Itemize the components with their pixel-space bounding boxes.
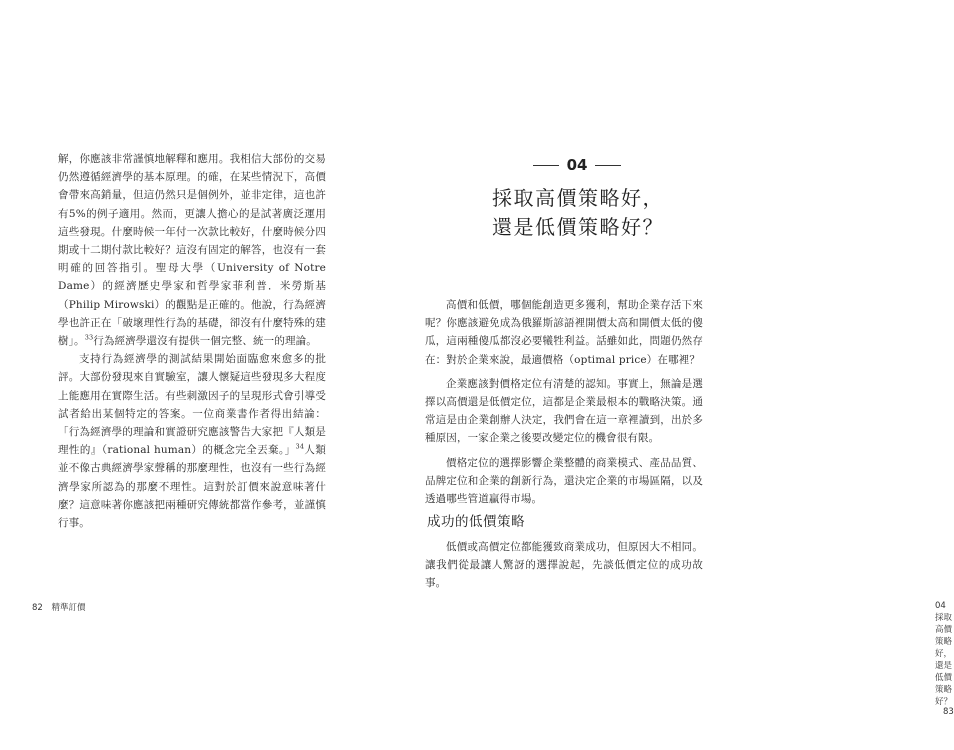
running-head-chapter: 04 — [935, 601, 946, 611]
right-footer — [935, 601, 954, 717]
rule-divider — [595, 165, 621, 166]
chapter-title: 採取高價策略好， 還是低價策略好？ — [492, 186, 664, 239]
right-page — [375, 0, 954, 750]
paragraph: 解，你應該非常謹慎地解釋和應用。我相信大部份的交易仍然遵循經濟學的基本原理。的確，在某些情況下，高價會帶來高銷量，但這仍然只是個例外，並非定律，這也許有5%的例子適用。然而，更讓人擔心的是試著廣泛運用這些發現。什麼時候一年付一次款比較好，什麼時候分四期或十二期付款比較好？這沒有固定的解答，也沒有一套明確的回答指引。聖母大學（University of Notre Dame）的經濟歷史學家和哲學家菲利普．米勞斯基（Philip Mirowski）的觀點是正確的。他說，行為經濟學也許正在「破壞理性行為的基礎，卻沒有什麼特殊的建樹」。$^{33}$行為經濟學還沒有提供一個完整、統一的理論。 — [58, 153, 326, 348]
left-page — [0, 0, 375, 750]
footnote-marker: 34 — [295, 442, 305, 451]
left-footer — [32, 601, 86, 613]
section-body — [425, 538, 703, 593]
footnote-marker: 33 — [84, 333, 94, 342]
page-number: 83 — [943, 707, 954, 717]
right-page-body — [425, 296, 703, 514]
page-number: 82 — [32, 603, 43, 613]
section-heading: 成功的低價策略 — [427, 514, 525, 530]
paragraph: 企業應該對價格定位有清楚的認知。事實上，無論是選擇以高價還是低價定位，這都是企業最根本的戰略決策。通常這是由企業創辦人決定，我們會在這一章裡讀到，出於多種原因，一家企業之後要改變定位的機會很有限。 — [425, 377, 703, 445]
paragraph: 低價或高價定位都能獲致商業成功，但原因大不相同。讓我們從最讓人驚訝的選擇說起，先談低價定位的成功故事。 — [425, 541, 703, 590]
running-head: 精準訂價 — [51, 603, 86, 613]
rule-divider — [533, 165, 559, 166]
left-page-body — [58, 150, 326, 532]
paragraph: 價格定位的選擇影響企業整體的商業模式、產品品質、品牌定位和企業的創新行為，還決定企業的市場區隔，以及透過哪些管道贏得市場。 — [425, 456, 703, 506]
paragraph: 高價和低價，哪個能創造更多獲利，幫助企業存活下來呢？你應該避免成為俄羅斯諺語裡開價太高和開價太低的傻瓜，這兩種傻瓜都沒必要犧牲利益。話雖如此，問題仍然存在：對於企業來說，最適價格（optimal price）在哪裡？ — [425, 299, 703, 366]
chapter-number: 04 — [507, 156, 647, 174]
running-head: 採取高價策略好，還是低價策略好？ — [935, 613, 953, 707]
paragraph: 支持行為經濟學的測試結果開始面臨愈來愈多的批評。大部份發現來自實驗室，讓人懷疑這些發現多大程度上能應用在實際生活。有些刺激因子的呈現形式會引導受試者給出某個特定的答案。一位商業書作者得出結論：「行為經濟學的理論和實證研究應該警告大家把『人類是理性的』（rational human）的概念完全丟棄。」$^{34}$人類並不像古典經濟學家聲稱的那麼理性，也沒有一些行為經濟學家所認為的那麼不理性。這對於訂價來說意味著什麼？這意味著你應該把兩種研究傳統都當作參考，並謹慎行事。 — [58, 353, 326, 530]
